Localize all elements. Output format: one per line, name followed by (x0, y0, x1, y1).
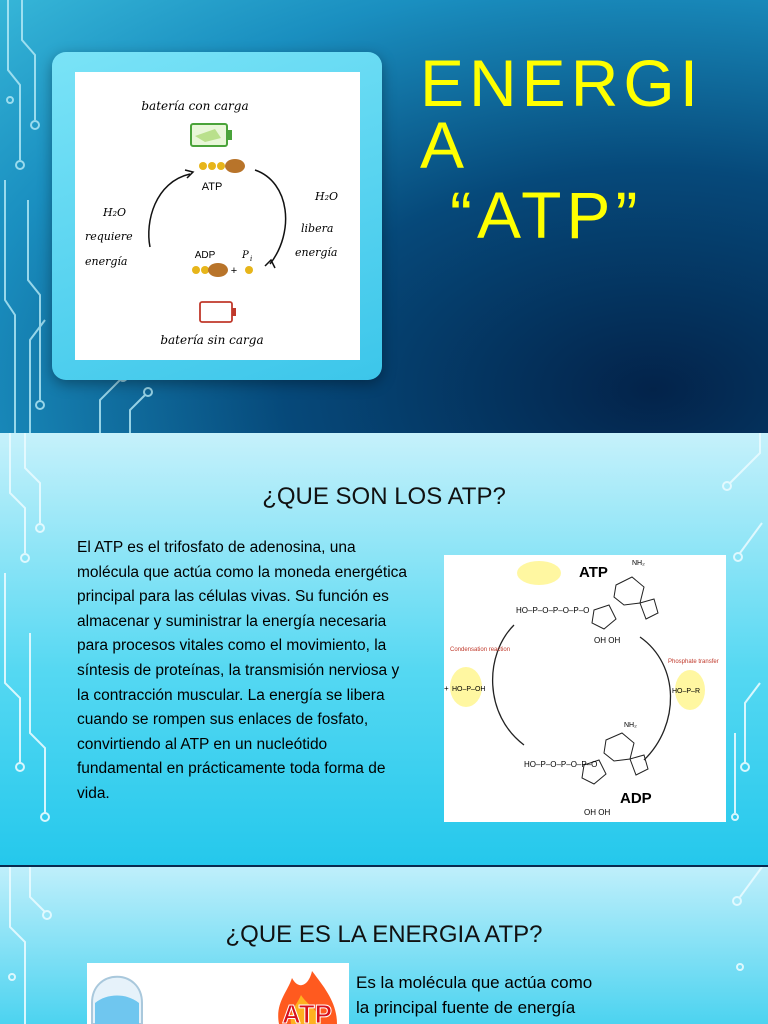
adp-phosphate-chain: HO–P–O–P–O–P–O (524, 760, 598, 769)
atp-adp-diagram (444, 555, 726, 822)
battery-charge-icon (92, 977, 142, 1024)
label-energia-right: energía (295, 246, 338, 259)
energy-description-line-2: la principal fuente de energía (356, 998, 576, 1017)
atp-molecule-icon (199, 159, 245, 173)
slide-que-son-los-atp (0, 433, 768, 865)
label-adp: ADP (194, 250, 216, 261)
arc-right (640, 637, 671, 760)
circuit-decoration-left (0, 0, 60, 433)
label-h2o-left: H₂O (103, 206, 127, 219)
label-atp: ATP (201, 181, 223, 193)
label-energia-left: energía (85, 255, 128, 268)
label-pi-left-plus: + (444, 684, 449, 693)
label-condensation-reaction: Condensation reaction (450, 647, 511, 653)
energy-illustration-drawing (87, 963, 349, 1024)
energy-illustration (87, 963, 349, 1024)
label-oh-oh-bottom: OH OH (584, 808, 611, 817)
arc-right (255, 170, 286, 264)
label-bateria-con-carga: batería con carga (141, 99, 249, 113)
section-heading: ¿QUE SON LOS ATP? (262, 483, 506, 510)
label-adp: ADP (620, 790, 652, 807)
title-line-2: A (420, 108, 470, 182)
label-pi: P (242, 250, 249, 261)
label-h2o-right: H₂O (315, 190, 339, 203)
arc-left (493, 625, 524, 745)
empty-battery-icon (200, 302, 236, 322)
label-oh-oh-top: OH OH (594, 636, 621, 645)
atp-description: El ATP es el trifosfato de adenosina, una molécula que actúa como la moneda energética principal para las células vivas. Su función es almacenar y suministrar la energía necesaria para procesos vitales como el movimiento, la síntesis de proteínas, la transmisión nerviosa y la contracción muscular. La energía se libera cuando se rompen sus enlaces de fosfato, convirtiendo al ATP en un nucleótido fundamental en prácticamente toda forma de vida. (77, 539, 408, 802)
energy-description (356, 970, 686, 1020)
label-phosphate-transfer: Phosphate transfer (668, 659, 719, 665)
adp-ring-structure (582, 733, 648, 784)
section-heading: ¿QUE ES LA ENERGIA ATP? (225, 921, 543, 948)
slide-energia-atp (0, 0, 768, 433)
label-plus: + (230, 265, 238, 277)
label-atp: ATP (579, 564, 608, 581)
label-pi-left: HO–P–OH (452, 686, 486, 693)
title-line-3: “ATP” (450, 178, 643, 252)
atp-cycle-diagram (75, 72, 360, 360)
atp-phosphate-chain: HO–P–O–P–O–P–O (516, 606, 590, 615)
atp-cycle-drawing (75, 72, 360, 360)
energy-description-line-1: Es la molécula que actúa como (356, 973, 593, 992)
slide-que-es-la-energia-atp (0, 867, 768, 1024)
label-nh2-bottom: NH₂ (624, 722, 637, 729)
slide-title (420, 46, 704, 252)
label-requiere: requiere (85, 230, 133, 243)
label-nh2-top: NH₂ (632, 560, 645, 567)
arc-left (149, 174, 190, 247)
label-libera: libera (301, 222, 334, 235)
label-pi-subscript: i (250, 255, 253, 263)
charged-battery-icon (191, 124, 232, 146)
title-line-1: ENERGI (420, 46, 704, 120)
atp-ring-structure (592, 577, 658, 629)
atp-badge: ATP (281, 999, 333, 1024)
label-bateria-sin-carga: batería sin carga (160, 333, 264, 347)
adp-molecule-icon (192, 263, 253, 277)
atp-adp-drawing (444, 555, 726, 822)
label-pi-right: HO–P–R (672, 688, 701, 695)
